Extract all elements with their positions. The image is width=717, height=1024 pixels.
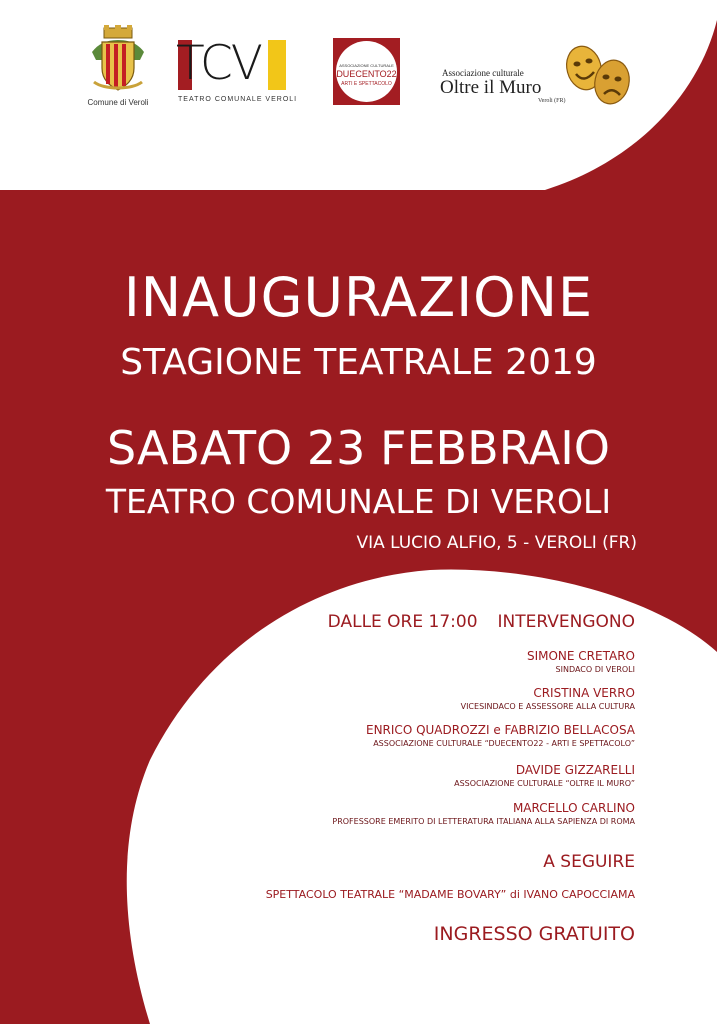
coat-of-arms-icon xyxy=(84,24,152,96)
muro-place: Veroli (FR) xyxy=(538,98,566,104)
oltre-il-muro-logo xyxy=(440,40,640,110)
tcv-logo xyxy=(176,38,296,110)
speaker-name: ENRICO QUADROZZI e FABRIZIO BELLACOSA xyxy=(366,723,635,737)
tcv-label: TEATRO COMUNALE VEROLI xyxy=(178,96,298,103)
comune-label: Comune di Veroli xyxy=(87,98,149,107)
headline-date: SABATO 23 FEBBRAIO xyxy=(106,421,611,475)
speaker-role: ASSOCIAZIONE CULTURALE “DUECENTO22 - ARTI E SPETTACOLO” xyxy=(373,739,635,748)
duecento22-line2: DUECENTO22 xyxy=(336,69,397,79)
speaker-role: VICESINDACO E ASSESSORE ALLA CULTURA xyxy=(460,702,635,711)
program-time: DALLE ORE 17:00 xyxy=(327,612,478,632)
duecento22-line3: ARTI E SPETTACOLO xyxy=(341,81,392,87)
comune-logo xyxy=(84,24,152,116)
follow-label: A SEGUIRE xyxy=(543,852,635,872)
free-entry: INGRESSO GRATUITO xyxy=(433,923,635,945)
speaker-name: CRISTINA VERRO xyxy=(533,686,635,700)
speaker-name: DAVIDE GIZZARELLI xyxy=(515,763,635,777)
theatre-masks-icon xyxy=(552,40,638,110)
speaker-5 xyxy=(332,800,635,827)
venue-address: VIA LUCIO ALFIO, 5 - VEROLI (FR) xyxy=(356,533,637,553)
speaker-4 xyxy=(454,762,635,789)
speaker-1 xyxy=(527,648,635,675)
headline-stagione: STAGIONE TEATRALE 2019 xyxy=(120,342,597,383)
muro-small-label: Associazione culturale xyxy=(442,68,524,78)
duecento22-line1: ASSOCIAZIONE CULTURALE xyxy=(339,63,394,68)
duecento22-logo xyxy=(333,38,400,105)
speaker-role: ASSOCIAZIONE CULTURALE “OLTRE IL MURO” xyxy=(454,779,635,788)
headline-inaugurazione: INAUGURAZIONE xyxy=(123,266,594,329)
interventions-label: INTERVENGONO xyxy=(497,612,635,632)
speaker-name: SIMONE CRETARO xyxy=(526,649,635,663)
muro-name: Oltre il Muro xyxy=(440,77,542,98)
show-title: SPETTACOLO TEATRALE “MADAME BOVARY” di IVANO CAPOCCIAMA xyxy=(265,888,635,901)
speaker-role: PROFESSORE EMERITO DI LETTERATURA ITALIANA ALLA SAPIENZA DI ROMA xyxy=(332,817,635,826)
speaker-role: SINDACO DI VEROLI xyxy=(555,665,635,674)
speaker-2 xyxy=(461,685,635,712)
headline-venue: TEATRO COMUNALE DI VEROLI xyxy=(105,482,612,521)
program-header xyxy=(328,610,635,634)
duecento22-circle xyxy=(336,41,397,102)
speaker-3 xyxy=(366,722,635,749)
speaker-name: MARCELLO CARLINO xyxy=(512,801,635,815)
tcv-letters: TCV xyxy=(176,36,261,91)
